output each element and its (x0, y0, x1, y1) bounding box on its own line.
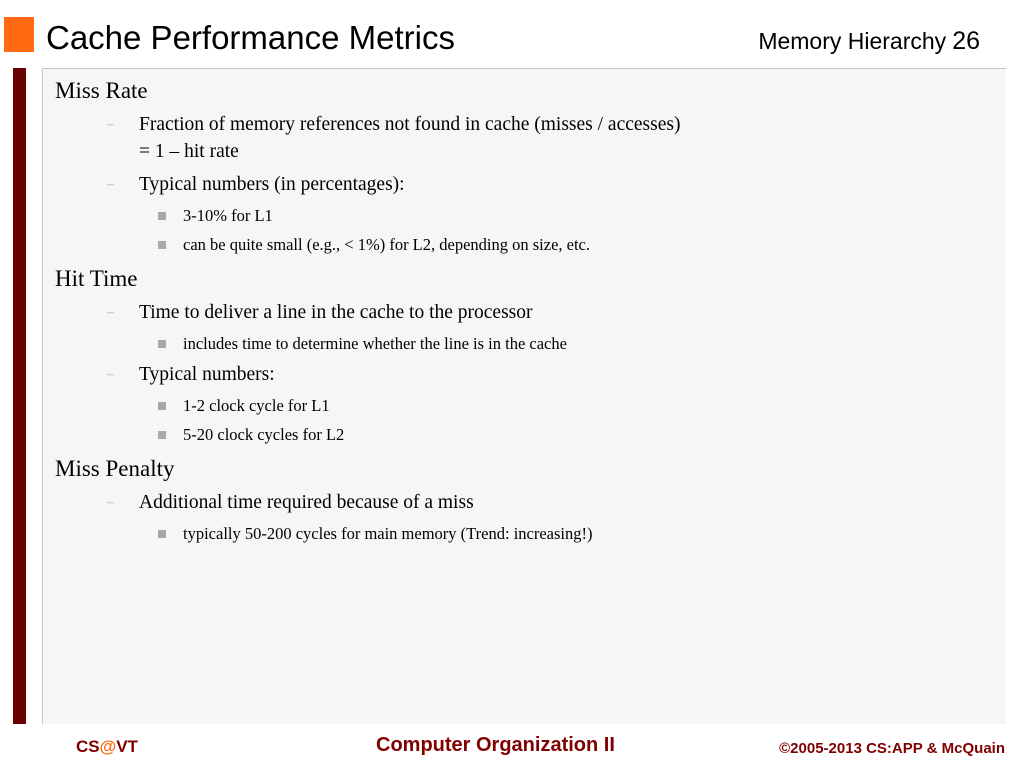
square-bullet-icon (158, 340, 166, 348)
square-bullet-icon (158, 402, 166, 410)
list-item-text: Fraction of memory references not found in cache (misses / accesses) (139, 114, 681, 135)
list-item (55, 171, 996, 198)
sub-list-item-text: 1-2 clock cycle for L1 (183, 396, 330, 415)
slide-number: 26 (952, 27, 980, 55)
heading-miss-rate: Miss Rate (55, 78, 148, 103)
sub-list-item-text: typically 50-200 cycles for main memory (Trend: increasing!) (183, 524, 593, 543)
square-bullet-icon (158, 241, 166, 249)
dash-bullet-icon: – (107, 305, 114, 320)
list-item (55, 361, 996, 388)
list-item-text: = 1 – hit rate (139, 141, 239, 162)
footer-copyright: ©2005-2013 CS:APP & McQuain (779, 740, 1005, 757)
square-bullet-icon (158, 431, 166, 439)
list-item-text: Additional time required because of a miss (139, 492, 474, 513)
slide-title: Cache Performance Metrics (46, 19, 455, 56)
sub-list-item-text: can be quite small (e.g., < 1%) for L2, depending on size, etc. (183, 235, 591, 254)
slide-header-right (758, 26, 980, 56)
left-accent-bar (13, 68, 26, 724)
section-name: Memory Hierarchy (758, 28, 947, 54)
bullet-list (55, 77, 996, 551)
title-accent-square (4, 17, 34, 52)
sub-list-item (55, 394, 996, 418)
sub-list-item-text: includes time to determine whether the line is in the cache (183, 334, 567, 353)
dash-bullet-icon: – (107, 117, 114, 132)
sub-list-item (55, 204, 996, 228)
footer-cs: CS (76, 737, 100, 756)
heading-miss-penalty: Miss Penalty (55, 456, 175, 481)
square-bullet-icon (158, 212, 166, 220)
dash-bullet-icon: – (107, 177, 114, 192)
list-item (55, 111, 996, 165)
footer-course-title: Computer Organization II (376, 734, 615, 756)
sub-list-item (55, 332, 996, 356)
sub-list-item (55, 233, 996, 257)
sub-list-item-text: 3-10% for L1 (183, 206, 273, 225)
list-item-text: Time to deliver a line in the cache to the processor (139, 302, 533, 323)
footer-at: @ (99, 737, 117, 756)
list-item (55, 489, 996, 516)
dash-bullet-icon: – (107, 367, 114, 382)
slide-content-area (42, 68, 1006, 724)
heading-hit-time: Hit Time (55, 266, 138, 291)
list-item (55, 299, 996, 326)
sub-list-item-text: 5-20 clock cycles for L2 (183, 425, 345, 444)
footer-logo-text (76, 737, 138, 757)
footer-vt: VT (116, 737, 138, 756)
list-item-text: Typical numbers: (139, 364, 275, 385)
list-item-text: Typical numbers (in percentages): (139, 174, 405, 195)
dash-bullet-icon: – (107, 495, 114, 510)
square-bullet-icon (158, 530, 166, 538)
sub-list-item (55, 522, 996, 546)
sub-list-item (55, 423, 996, 447)
